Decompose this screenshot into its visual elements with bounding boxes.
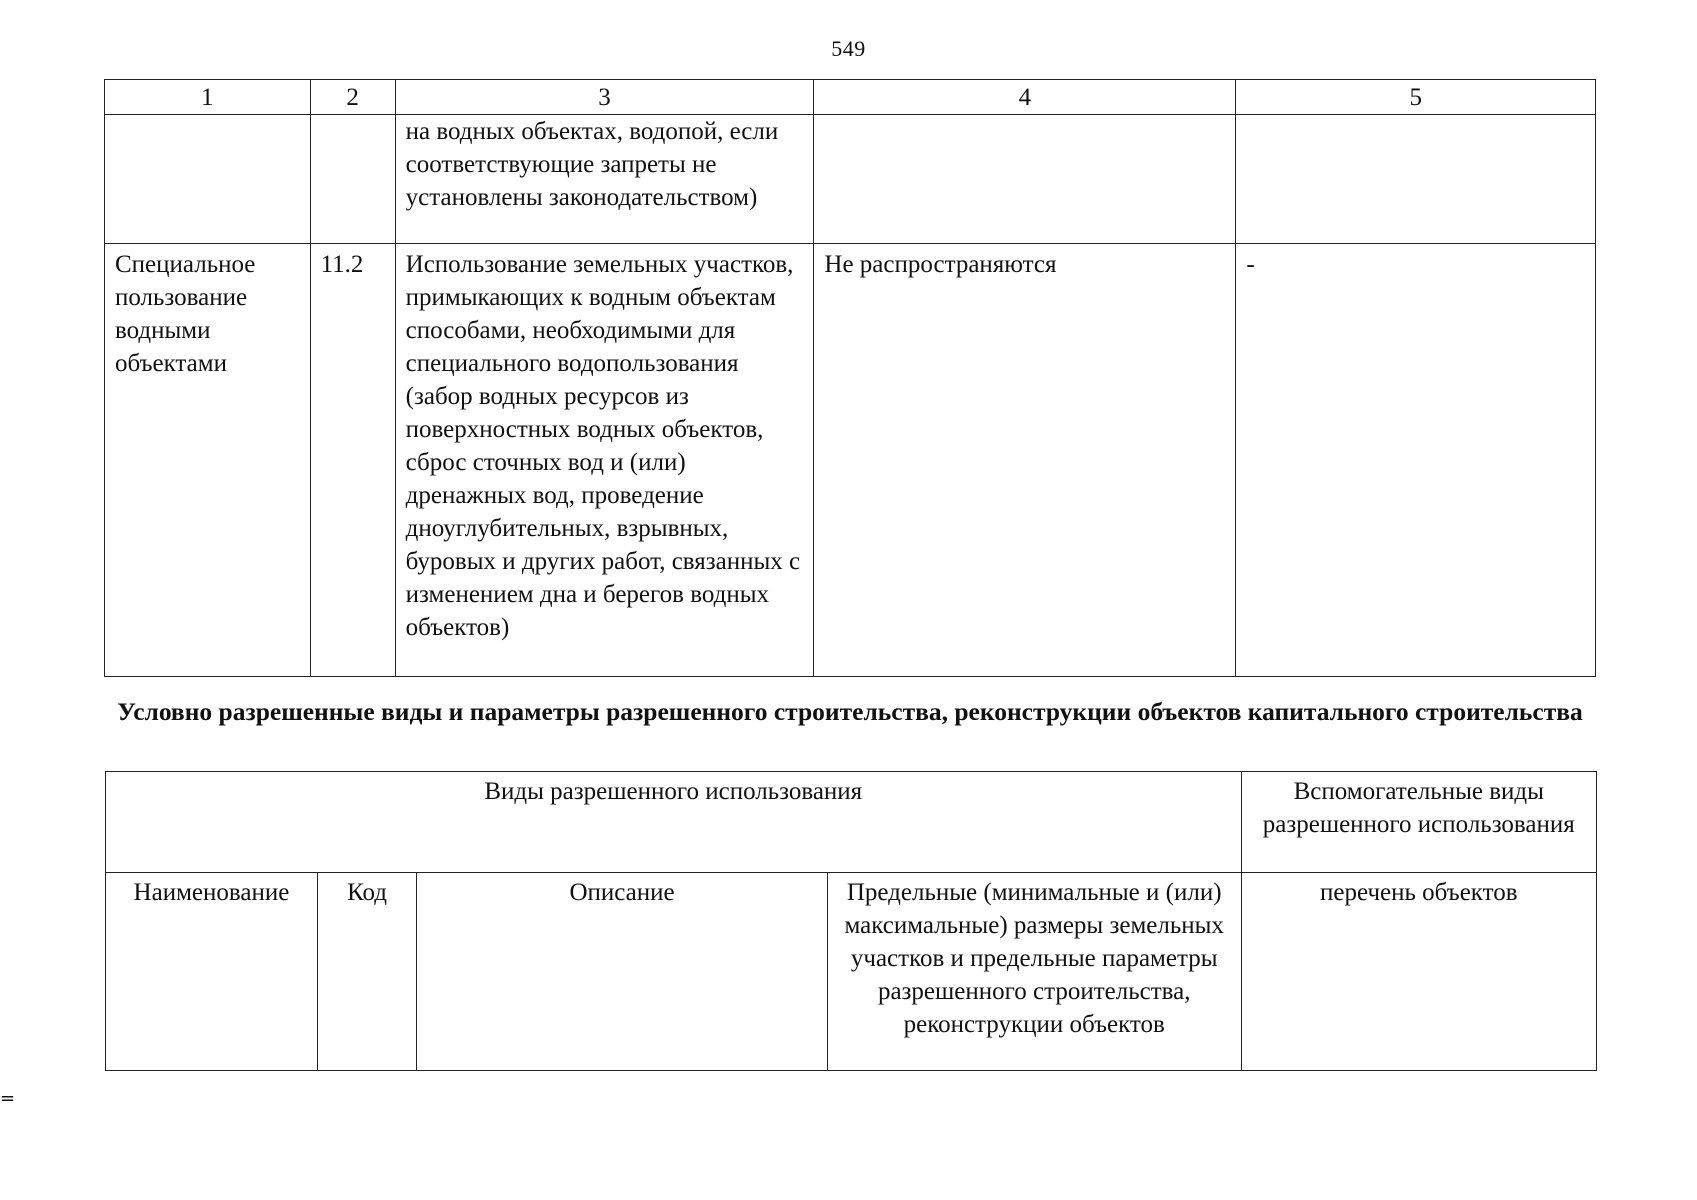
group-header-aux: Вспомогательные виды разрешенного использования bbox=[1241, 772, 1596, 873]
cell-name bbox=[105, 115, 311, 244]
cell-description: на водных объектах, водопой, если соответствующие запреты не установлены законодательством) bbox=[395, 115, 814, 244]
bottom-table bbox=[105, 771, 1597, 1071]
table-row bbox=[105, 244, 1596, 677]
column-number-5: 5 bbox=[1236, 80, 1596, 115]
section-title: Условно разрешенные виды и параметры разрешенного строительства, реконструкции объектов капитального строительства bbox=[117, 697, 1583, 726]
header-auxiliary: перечень объектов bbox=[1241, 873, 1596, 1071]
group-header-row bbox=[106, 772, 1597, 873]
table-row bbox=[105, 115, 1596, 244]
cell-parameters: Не распространяются bbox=[814, 244, 1236, 677]
page-number: 549 bbox=[831, 36, 866, 61]
group-header-main: Виды разрешенного использования bbox=[106, 772, 1242, 873]
header-code: Код bbox=[317, 873, 416, 1071]
column-number-4: 4 bbox=[814, 80, 1236, 115]
column-number-1: 1 bbox=[105, 80, 311, 115]
cell-name: Специальное пользование водными объектами bbox=[105, 244, 311, 677]
cell-auxiliary: - bbox=[1236, 244, 1596, 677]
column-number-3: 3 bbox=[395, 80, 814, 115]
header-description: Описание bbox=[417, 873, 828, 1071]
column-number-2: 2 bbox=[310, 80, 395, 115]
top-table bbox=[104, 79, 1596, 677]
column-number-row bbox=[105, 80, 1596, 115]
header-parameters: Предельные (минимальные и (или) максимальные) размеры земельных участков и предельные параметры разрешенного строительства, реконструкции объектов bbox=[827, 873, 1241, 1071]
header-name: Наименование bbox=[106, 873, 318, 1071]
cell-auxiliary bbox=[1236, 115, 1596, 244]
cell-code bbox=[310, 115, 395, 244]
cell-parameters bbox=[814, 115, 1236, 244]
column-header-row bbox=[106, 873, 1597, 1071]
stray-mark: = bbox=[0, 1088, 16, 1109]
cell-code: 11.2 bbox=[310, 244, 395, 677]
cell-description: Использование земельных участков, примыкающих к водным объектам способами, необходимыми для специального водопользования (забор водных ресурсов из поверхностных водных объектов, сброс сточных вод и (или) дренажных вод, проведение дноуглубительных, взрывных, буровых и других работ, связанных с изменением дна и берегов водных объектов) bbox=[395, 244, 814, 677]
